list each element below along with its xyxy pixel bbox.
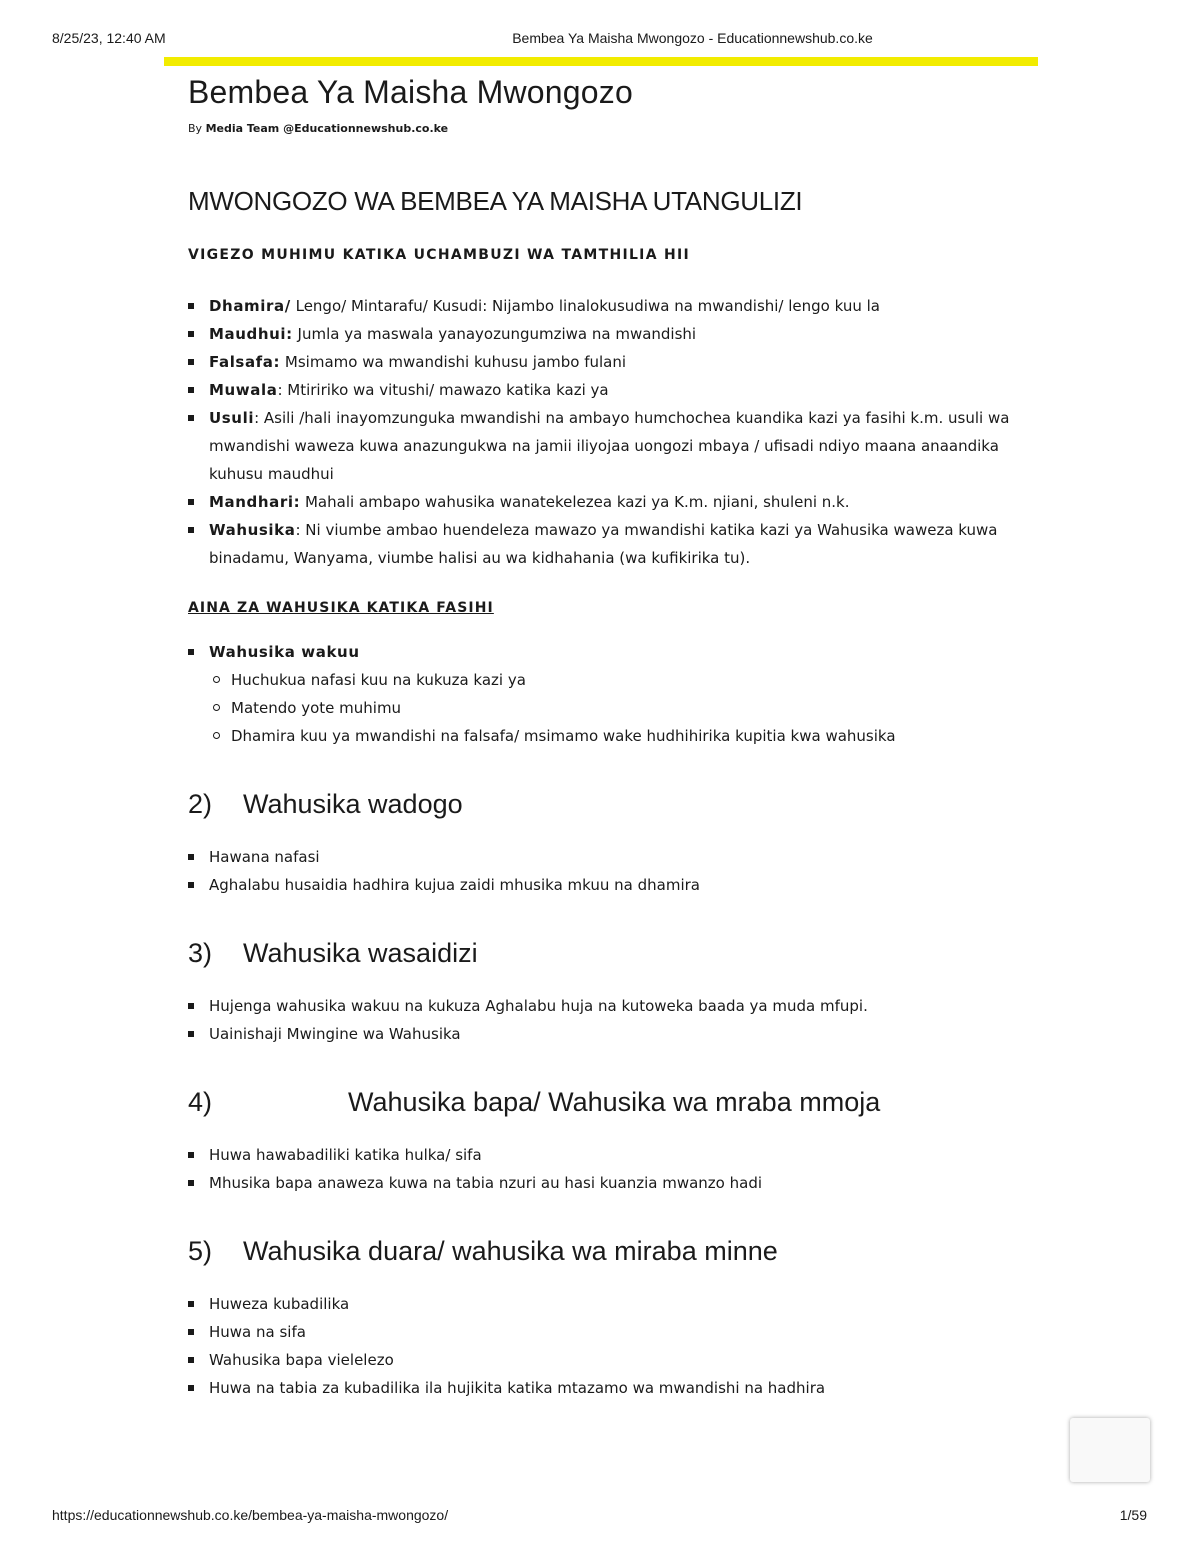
section-number: 4) bbox=[188, 1087, 213, 1117]
term-label: Usuli bbox=[209, 409, 255, 427]
section-list bbox=[188, 843, 1048, 899]
section-title: Wahusika wadogo bbox=[243, 789, 463, 819]
list-item bbox=[188, 488, 1048, 516]
term-label: Maudhui: bbox=[209, 325, 293, 343]
list-item: Uainishaji Mwingine wa Wahusika bbox=[188, 1020, 1048, 1048]
list-item bbox=[188, 516, 1048, 572]
list-item bbox=[188, 376, 1048, 404]
section-number: 2) bbox=[188, 789, 213, 819]
term-definition: : Asili /hali inayomzunguka mwandishi na ambayo humchochea kuandika kazi ya fasihi k.m. usuli wa mwandishi waweza kuwa anazungukwa na jamii iliyojaa uongozi mbaya / ufisadi ndiyo maana anaandika kuhusu maudhui bbox=[209, 409, 1010, 483]
term-definition: Mahali ambapo wahusika wanatekelezea kazi ya K.m. njiani, shuleni n.k. bbox=[300, 493, 850, 511]
section-title: Wahusika duara/ wahusika wa miraba minne bbox=[243, 1236, 778, 1266]
post-title: Bembea Ya Maisha Mwongozo bbox=[188, 74, 633, 110]
accent-bar bbox=[164, 57, 1038, 66]
author-link[interactable]: Media Team @Educationnewshub.co.ke bbox=[205, 122, 449, 135]
print-page-title: Bembea Ya Maisha Mwongozo - Educationnewshub.co.ke bbox=[512, 30, 873, 46]
list-item: Huwa na sifa bbox=[188, 1318, 1048, 1346]
sub-list-item: Huchukua nafasi kuu na kukuza kazi ya bbox=[209, 666, 1048, 694]
list-item bbox=[188, 638, 1048, 750]
wakuu-label: Wahusika wakuu bbox=[209, 643, 360, 661]
recaptcha-badge[interactable] bbox=[1070, 1418, 1150, 1482]
term-definition: Jumla ya maswala yanayozungumziwa na mwandishi bbox=[292, 325, 697, 343]
list-item bbox=[188, 320, 1048, 348]
term-definition: : Mtiririko wa vitushi/ mawazo katika kazi ya bbox=[277, 381, 609, 399]
wakuu-sublist bbox=[209, 666, 1048, 750]
list-item: Huweza kubadilika bbox=[188, 1290, 1048, 1318]
section-heading bbox=[188, 1087, 1048, 1118]
article bbox=[188, 68, 1048, 1402]
aina-heading: AINA ZA WAHUSIKA KATIKA FASIHI bbox=[188, 600, 494, 616]
page-number: 1/59 bbox=[1119, 1507, 1147, 1523]
section-list bbox=[188, 1141, 1048, 1197]
section-heading bbox=[188, 938, 1048, 969]
list-item: Hawana nafasi bbox=[188, 843, 1048, 871]
sub-list-item: Matendo yote muhimu bbox=[209, 694, 1048, 722]
list-item: Wahusika bapa vielelezo bbox=[188, 1346, 1048, 1374]
term-label: Mandhari: bbox=[209, 493, 301, 511]
list-item: Aghalabu husaidia hadhira kujua zaidi mhusika mkuu na dhamira bbox=[188, 871, 1048, 899]
intro-heading: MWONGOZO WA BEMBEA YA MAISHA UTANGULIZI bbox=[188, 186, 803, 216]
section-heading bbox=[188, 789, 1048, 820]
section-title: Wahusika bapa/ Wahusika wa mraba mmoja bbox=[348, 1087, 881, 1117]
list-item: Hujenga wahusika wakuu na kukuza Aghalabu huja na kutoweka baada ya muda mfupi. bbox=[188, 992, 1048, 1020]
print-url: https://educationnewshub.co.ke/bembea-ya-maisha-mwongozo/ bbox=[52, 1507, 449, 1523]
term-definition: Lengo/ Mintarafu/ Kusudi: Nijambo linalokusudiwa na mwandishi/ lengo kuu la bbox=[290, 297, 880, 315]
section-number: 3) bbox=[188, 938, 213, 968]
term-label: Falsafa: bbox=[209, 353, 281, 371]
list-item bbox=[188, 404, 1048, 488]
list-item: Huwa hawabadiliki katika hulka/ sifa bbox=[188, 1141, 1048, 1169]
list-item: Mhusika bapa anaweza kuwa na tabia nzuri au hasi kuanzia mwanzo hadi bbox=[188, 1169, 1048, 1197]
term-definition: Msimamo wa mwandishi kuhusu jambo fulani bbox=[280, 353, 627, 371]
section-title: Wahusika wasaidizi bbox=[243, 938, 478, 968]
sub-list-item: Dhamira kuu ya mwandishi na falsafa/ msimamo wake hudhihirika kupitia kwa wahusika bbox=[209, 722, 1048, 750]
list-item bbox=[188, 348, 1048, 376]
print-datetime: 8/25/23, 12:40 AM bbox=[52, 30, 166, 46]
term-label: Wahusika bbox=[209, 521, 296, 539]
list-item bbox=[188, 292, 1048, 320]
section-list bbox=[188, 1290, 1048, 1402]
term-definition: : Ni viumbe ambao huendeleza mawazo ya mwandishi katika kazi ya Wahusika waweza kuwa binadamu, Wanyama, viumbe halisi au wa kidhahania (wa kufikirika tu). bbox=[209, 521, 998, 567]
vigezo-heading: VIGEZO MUHIMU KATIKA UCHAMBUZI WA TAMTHILIA HII bbox=[188, 247, 691, 263]
section-heading bbox=[188, 1236, 1048, 1267]
section-list bbox=[188, 992, 1048, 1048]
vigezo-list bbox=[188, 292, 1048, 572]
byline bbox=[188, 122, 1048, 135]
term-label: Muwala bbox=[209, 381, 278, 399]
list-item: Huwa na tabia za kubadilika ila hujikita katika mtazamo wa mwandishi na hadhira bbox=[188, 1374, 1048, 1402]
section-number: 5) bbox=[188, 1236, 213, 1266]
term-label: Dhamira/ bbox=[209, 297, 291, 315]
byline-prefix: By bbox=[188, 122, 203, 135]
wakuu-list bbox=[188, 638, 1048, 750]
